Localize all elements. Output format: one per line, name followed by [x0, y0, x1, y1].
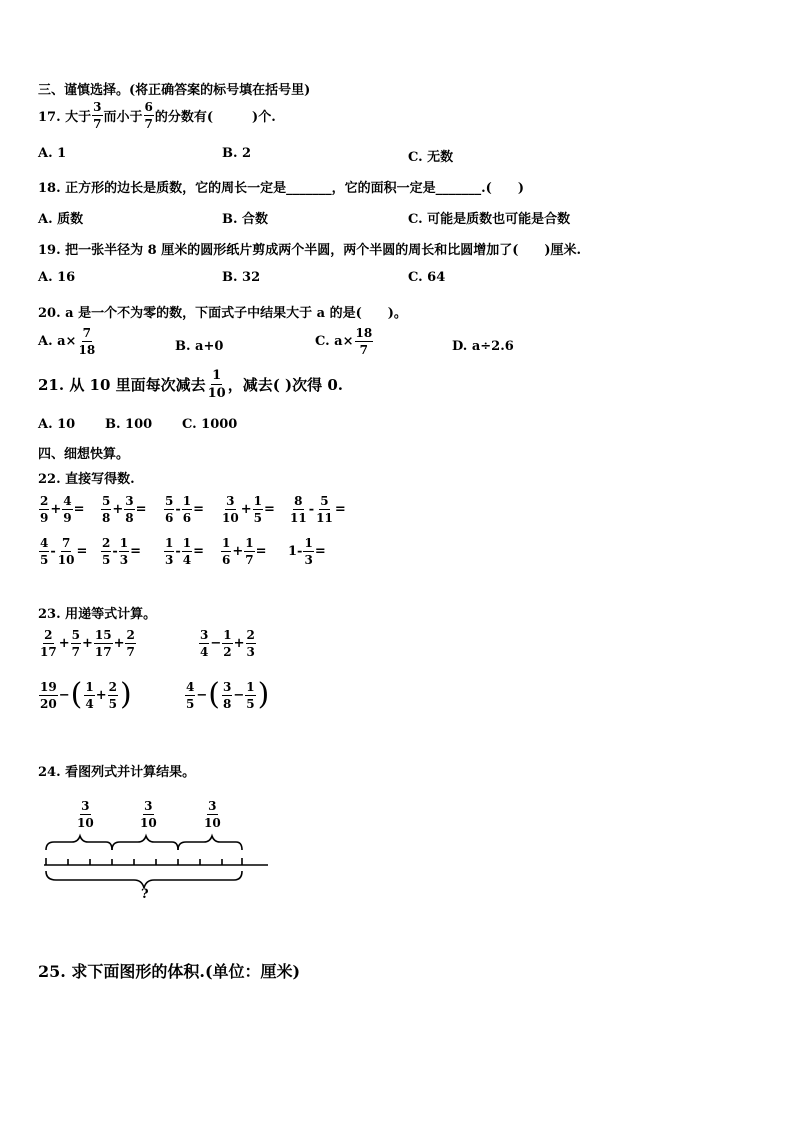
denominator: 6	[182, 511, 192, 525]
operator: +	[232, 544, 244, 559]
q22-item	[163, 537, 204, 566]
fraction	[39, 495, 49, 524]
denominator: 17	[94, 645, 112, 659]
question-21	[38, 369, 343, 400]
equals-sign: =	[193, 502, 205, 517]
numerator: 2	[102, 536, 111, 550]
denominator: 5	[40, 553, 49, 567]
fraction	[57, 537, 76, 566]
numerator: 7	[61, 536, 71, 550]
denominator: 7	[245, 553, 254, 567]
numerator: 3	[222, 679, 232, 694]
fraction	[182, 495, 192, 524]
brace-top-1	[46, 836, 112, 850]
fraction	[164, 495, 174, 524]
denominator: 7	[144, 117, 153, 131]
question-25-title: 25. 求下面图形的体积.(单位：厘米)	[38, 962, 301, 981]
fraction	[101, 495, 111, 524]
numerator: 6	[144, 100, 153, 114]
q22-item	[38, 537, 87, 566]
denominator: 7	[359, 343, 369, 357]
numerator: 1	[304, 536, 313, 550]
numerator: 1	[165, 536, 174, 550]
brace-top-3	[178, 836, 242, 850]
numerator: 3	[125, 494, 134, 508]
numerator: 3	[208, 799, 217, 813]
q22-item	[100, 537, 141, 566]
denominator: 5	[108, 696, 117, 711]
denominator: 11	[290, 511, 307, 525]
equals-sign: =	[334, 502, 346, 517]
q24-label-2	[139, 800, 158, 829]
q21-suffix: ，减去( )次得 0.	[227, 376, 344, 394]
fraction	[39, 537, 49, 566]
question-23-title: 23. 用递等式计算。	[38, 607, 157, 622]
section-3-title: 三、谨慎选择。(将正确答案的标号填在括号里)	[38, 83, 311, 98]
fraction	[315, 495, 334, 524]
denominator: 3	[304, 553, 313, 567]
question-17	[38, 101, 276, 130]
q19-option-c: C. 64	[408, 270, 446, 285]
fraction	[164, 537, 174, 566]
q22-item	[288, 495, 346, 524]
numerator: 3	[81, 799, 90, 813]
numerator: 19	[40, 679, 57, 694]
fraction	[125, 629, 135, 658]
denominator: 18	[78, 343, 96, 357]
fraction	[119, 537, 129, 566]
numerator: 4	[40, 536, 49, 550]
operator: +	[50, 502, 62, 517]
fraction	[108, 681, 118, 710]
denominator: 5	[246, 696, 255, 711]
numerator: 1	[245, 536, 254, 550]
q23-expression-3: $\frac{19}{20}$ − ( $\frac{1}{4}$ + $\frac{2}{5}$ )	[40, 677, 132, 712]
numerator: 1	[253, 494, 262, 508]
q19-option-a: A. 16	[38, 270, 76, 285]
ticks	[46, 858, 242, 865]
question-18: 18. 正方形的边长是质数，它的周长一定是_______，它的面积一定是_______.( )	[38, 181, 524, 196]
number-line-diagram	[40, 828, 275, 898]
right-paren-icon: )	[257, 677, 270, 712]
numerator: 3	[226, 494, 235, 508]
q20-option-d: D. a÷2.6	[452, 339, 514, 354]
q22-item	[38, 495, 85, 524]
fraction	[303, 537, 313, 566]
denominator: 17	[40, 645, 57, 659]
denominator: 5	[186, 696, 195, 711]
operator: -	[50, 544, 56, 559]
numerator: 2	[108, 679, 117, 694]
numerator: 4	[186, 679, 195, 694]
fraction	[62, 495, 72, 524]
denominator: 9	[40, 511, 49, 525]
fraction	[289, 495, 308, 524]
denominator: 10	[77, 816, 94, 830]
q20-option-b: B. a+0	[175, 339, 224, 354]
q21-prefix: 21. 从 10 里面每次减去	[38, 376, 206, 394]
lead-term: 1-	[288, 544, 303, 559]
denominator: 9	[63, 511, 72, 525]
right-paren-icon: )	[119, 677, 132, 712]
fraction	[92, 101, 102, 130]
fraction	[245, 681, 255, 710]
left-paren-icon: (	[70, 677, 83, 712]
numerator: 1	[182, 494, 192, 508]
fraction	[199, 629, 209, 658]
q22-item	[163, 495, 204, 524]
question-19: 19. 把一张半径为 8 厘米的圆形纸片剪成两个半圆，两个半圆的周长和比圆增加了( )厘米.	[38, 243, 582, 258]
q22-item	[100, 495, 147, 524]
fraction	[84, 681, 94, 710]
q20-option-c	[315, 327, 374, 356]
numerator: 5	[320, 494, 329, 508]
q17-option-b: B. 2	[222, 146, 252, 161]
fraction	[124, 495, 134, 524]
numerator: 15	[94, 628, 112, 642]
q22-item	[220, 537, 267, 566]
equals-sign: =	[135, 502, 147, 517]
q20-c-text: C. a×	[315, 334, 354, 349]
fraction	[39, 681, 58, 710]
q20-option-a	[38, 327, 97, 356]
denominator: 10	[204, 816, 221, 830]
denominator: 4	[182, 553, 192, 567]
fraction	[101, 537, 111, 566]
denominator: 3	[165, 553, 174, 567]
fraction	[77, 327, 96, 356]
numerator: 5	[71, 628, 80, 642]
numerator: 3	[93, 100, 102, 114]
numerator: 7	[82, 326, 91, 340]
denominator: 7	[93, 117, 102, 131]
denominator: 3	[246, 645, 255, 659]
denominator: 8	[102, 511, 111, 525]
denominator: 2	[223, 645, 232, 659]
numerator: 1	[212, 368, 222, 383]
operator: -	[112, 544, 118, 559]
fraction	[144, 101, 154, 130]
q22-item	[220, 495, 275, 524]
q24-label-3	[203, 800, 222, 829]
denominator: 10	[57, 553, 75, 567]
q20-a-text: A. a×	[38, 334, 77, 349]
equals-sign: =	[193, 544, 205, 559]
numerator: 3	[200, 628, 209, 642]
operator: +	[112, 502, 124, 517]
fraction	[222, 681, 232, 710]
numerator: 8	[294, 494, 303, 508]
q24-question-mark: ?	[141, 887, 149, 898]
denominator: 5	[253, 511, 262, 525]
equals-sign: =	[76, 544, 88, 559]
denominator: 5	[102, 553, 111, 567]
q19-option-b: B. 32	[222, 270, 261, 285]
q17-option-c: C. 无数	[408, 150, 454, 165]
q23-expression-2: $\frac{3}{4}$ − $\frac{1}{2}$ + $\frac{2}{3}$	[200, 628, 255, 659]
q17-option-a: A. 1	[38, 146, 67, 161]
q17-prefix: 17. 大于	[38, 110, 92, 125]
denominator: 6	[222, 553, 231, 567]
denominator: 6	[165, 511, 174, 525]
numerator: 1	[222, 536, 231, 550]
brace-bottom	[46, 871, 242, 888]
q18-option-a: A. 质数	[38, 212, 84, 227]
q21-option-b: B. 100	[105, 417, 153, 432]
fraction	[94, 629, 113, 658]
denominator: 10	[222, 511, 239, 525]
q18-option-c: C. 可能是质数也可能是合数	[408, 212, 571, 227]
q23-expression-1: $\frac{2}{17}$ + $\frac{5}{7}$ + $\frac{15}{17}$ + $\frac{2}{7}$	[40, 628, 135, 659]
equals-sign: =	[263, 502, 275, 517]
fraction	[244, 537, 254, 566]
q17-mid: 而小于	[103, 110, 143, 125]
operator: -	[175, 544, 181, 559]
numerator: 2	[44, 628, 53, 642]
numerator: 5	[165, 494, 174, 508]
denominator: 7	[71, 645, 80, 659]
question-20: 20. a 是一个不为零的数，下面式子中结果大于 a 的是( )。	[38, 306, 407, 321]
equals-sign: =	[73, 502, 85, 517]
numerator: 2	[126, 628, 135, 642]
numerator: 1	[119, 536, 129, 550]
q23-expression-4: $\frac{4}{5}$ − ( $\frac{3}{8}$ − $\frac{1}{5}$ )	[186, 677, 270, 712]
denominator: 4	[85, 696, 94, 711]
numerator: 1	[246, 679, 255, 694]
numerator: 1	[182, 536, 192, 550]
left-paren-icon: (	[208, 677, 220, 712]
operator: -	[308, 502, 315, 517]
fraction	[222, 629, 232, 658]
fraction	[182, 537, 192, 566]
q17-suffix: 的分数有( )个.	[154, 110, 276, 125]
numerator: 3	[144, 799, 153, 813]
numerator: 5	[102, 494, 111, 508]
fraction	[207, 369, 227, 400]
fraction	[246, 629, 256, 658]
numerator: 2	[40, 494, 49, 508]
operator: +	[240, 502, 252, 517]
brace-top-2	[112, 836, 178, 850]
fraction	[39, 629, 58, 658]
fraction	[253, 495, 263, 524]
numerator: 1	[85, 679, 94, 694]
equals-sign: =	[314, 544, 326, 559]
q18-option-b: B. 合数	[222, 212, 269, 227]
equals-sign: =	[255, 544, 267, 559]
fraction	[71, 629, 81, 658]
fraction	[185, 681, 195, 710]
q21-option-c: C. 1000	[182, 417, 238, 432]
q22-item	[288, 537, 326, 566]
operator: -	[175, 502, 181, 517]
question-24-title: 24. 看图列式并计算结果。	[38, 765, 196, 780]
q21-option-a: A. 10	[38, 417, 76, 432]
numerator: 18	[355, 326, 373, 340]
fraction	[221, 537, 231, 566]
denominator: 10	[140, 816, 157, 830]
numerator: 1	[223, 628, 232, 642]
equals-sign: =	[130, 544, 142, 559]
fraction	[221, 495, 240, 524]
question-22-title: 22. 直接写得数.	[38, 472, 135, 487]
denominator: 3	[119, 553, 129, 567]
q24-label-1	[76, 800, 95, 829]
denominator: 20	[40, 696, 57, 711]
denominator: 10	[207, 386, 226, 401]
denominator: 7	[126, 645, 135, 659]
denominator: 4	[200, 645, 209, 659]
denominator: 11	[316, 511, 333, 525]
denominator: 8	[125, 511, 134, 525]
denominator: 8	[222, 696, 232, 711]
section-4-title: 四、细想快算。	[38, 447, 130, 462]
numerator: 4	[63, 494, 72, 508]
fraction	[355, 327, 374, 356]
numerator: 2	[246, 628, 255, 642]
